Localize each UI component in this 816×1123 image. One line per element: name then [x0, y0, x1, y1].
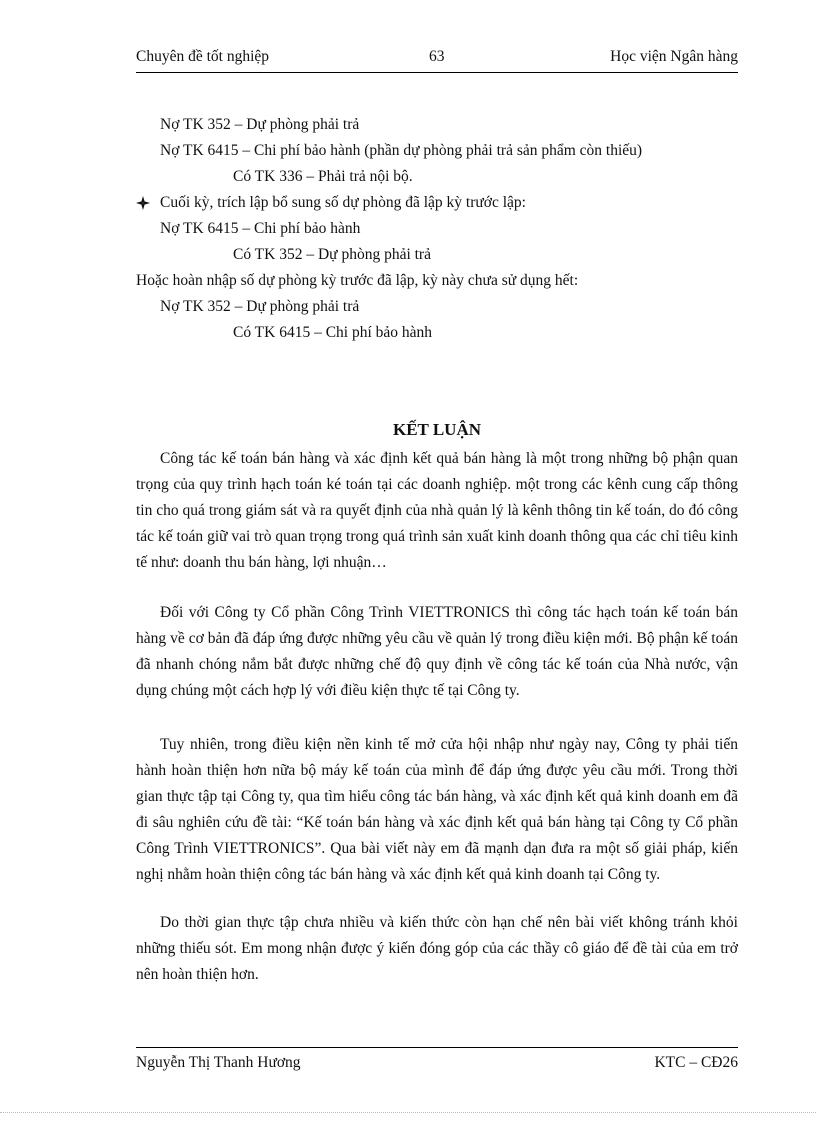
section-title: KẾT LUẬN	[392, 420, 481, 439]
footer-author: Nguyễn Thị Thanh Hương	[136, 1054, 301, 1071]
footer-divider	[136, 1047, 738, 1048]
entry-debit-352-b: Nợ TK 352 – Dự phòng phải trả	[160, 298, 360, 315]
page-header	[136, 48, 738, 73]
conclusion-paragraph-2: Đối với Công ty Cổ phần Công Trình VIETTRONICS thì công tác hạch toán kế toán bán hàng về cơ bản đã đáp ứng được những yêu cầu về quản lý trong điều kiện mới. Bộ phận kế toán đã nhanh chóng nắm bắt được những chế độ quy định về công tác kế toán của Nhà nước, vận dụng chúng một cách hợp lý với điều kiện thực tế tại Công ty.	[136, 604, 738, 699]
entry-debit-352: Nợ TK 352 – Dự phòng phải trả	[160, 116, 360, 133]
header-document-type: Chuyên đề tốt nghiệp	[136, 48, 270, 65]
entry-debit-6415: Nợ TK 6415 – Chi phí bảo hành (phần dự phòng phải trả sản phẩm còn thiếu)	[160, 142, 643, 159]
diamond-bullet-icon	[136, 196, 150, 210]
footer-class-code: KTC – CĐ26	[654, 1054, 738, 1071]
header-page-number: 63	[429, 48, 445, 65]
entry-credit-6415: Có TK 6415 – Chi phí bảo hành	[233, 324, 433, 341]
entry-period-end-note: Cuối kỳ, trích lập bổ sung số dự phòng đã lập kỳ trước lập:	[160, 194, 526, 211]
page-bottom-edge	[0, 1112, 816, 1113]
entry-debit-6415-b: Nợ TK 6415 – Chi phí bảo hành	[160, 220, 361, 237]
conclusion-paragraph-3: Tuy nhiên, trong điều kiện nền kinh tế mở cửa hội nhập như ngày nay, Công ty phải tiến hành hoàn thiện hơn nữa bộ máy kế toán của mình để đáp ứng được yêu cầu mới. Trong thời gian thực tập tại Công ty, qua tìm hiểu công tác bán hàng, và xác định kết quả kinh doanh em đã đi sâu nghiên cứu đề tài: “Kế toán bán hàng và xác định kết quả bán hàng tại Công ty Cổ phần Công Trình VIETTRONICS”. Qua bài viết này em đã mạnh dạn đưa ra một số giải pháp, kiến nghị nhằm hoàn thiện công tác bán hàng và xác định kết quả kinh doanh tại Công ty.	[136, 736, 738, 883]
conclusion-paragraph-4: Do thời gian thực tập chưa nhiều và kiến thức còn hạn chế nên bài viết không tránh khỏi những thiếu sót. Em mong nhận được ý kiến đóng góp của các thầy cô giáo để đề tài của em trở nên hoàn thiện hơn.	[136, 914, 738, 983]
entry-credit-352: Có TK 352 – Dự phòng phải trả	[233, 246, 431, 263]
entry-credit-336: Có TK 336 – Phải trả nội bộ.	[233, 168, 413, 185]
entry-reversal-note: Hoặc hoàn nhập số dự phòng kỳ trước đã lập, kỳ này chưa sử dụng hết:	[136, 272, 579, 289]
conclusion-paragraph-1: Công tác kế toán bán hàng và xác định kết quả bán hàng là một trong những bộ phận quan trọng của quy trình hạch toán ké toán tại các doanh nghiệp. một trong các kênh cung cấp thông tin cho quá trong giám sát và ra quyết định của nhà quản lý là kênh thông tin kế toán, do đó công tác kế toán giữ vai trò quan trọng trong quá trình sản xuất kinh doanh thông qua các chỉ tiêu kinh tế như: doanh thu bán hàng, lợi nhuận…	[136, 450, 738, 571]
header-institution: Học viện Ngân hàng	[610, 48, 738, 65]
